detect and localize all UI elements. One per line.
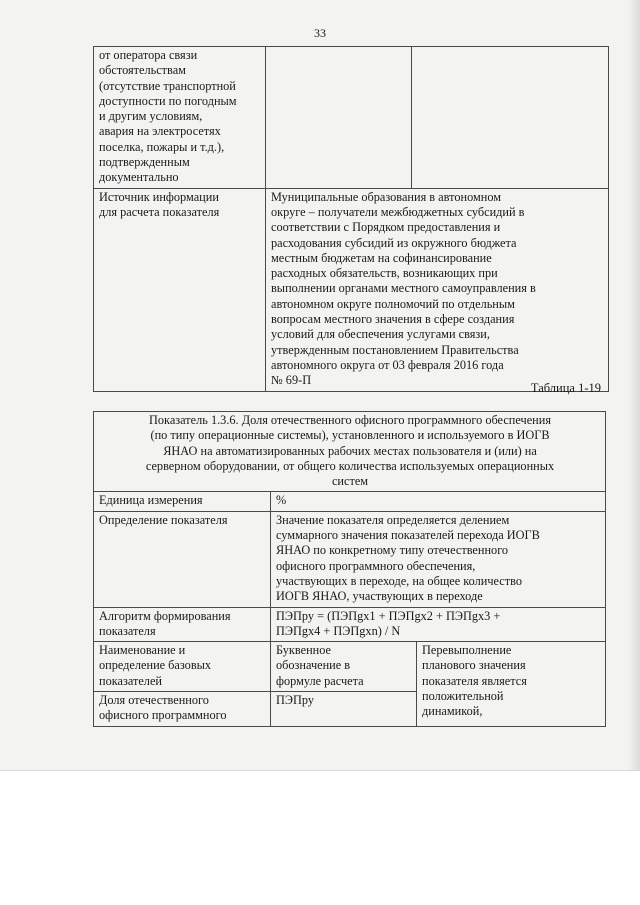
definition-value-cell [271,511,606,607]
indicator-header-cell [94,412,606,492]
text-line: офисного программного [99,708,227,723]
text-line: выполнении органами местного самоуправления в [271,281,536,296]
text-line: ПЭПру = (ПЭПgх1 + ПЭПgх2 + ПЭПgх3 + [276,608,501,623]
indicator-table [93,411,606,727]
share-symbol-cell: ПЭПру [271,692,417,727]
text-line: № 69-П [271,373,312,388]
text-line: суммарного значения показателей перехода ИОГВ [276,528,540,543]
text-line: (отсутствие транспортной [99,78,236,93]
text-line: Источник информации [99,189,219,204]
indicator-table-continued [93,46,609,392]
text-line: документально [99,170,179,185]
text-line: Алгоритм формирования [99,608,231,623]
definition-label-cell: Определение показателя [94,511,271,607]
circumstances-cell [94,47,266,189]
text-line: участвующих в переходе, на общее количество [276,573,522,588]
page-number: 33 [314,26,326,40]
text-line: показателей [99,673,162,688]
unit-value-cell: % [271,492,606,511]
table-row [94,607,606,642]
text-line: Буквенное [276,643,331,658]
algorithm-label-cell [94,607,271,642]
table-row [94,642,606,692]
text-line: утвержденным постановлением Правительства [271,342,519,357]
text-line: (по типу операционные системы), установленного и используемого в ИОГВ [150,428,550,443]
text-line: поселка, пожары и т.д.), [99,139,225,154]
text-line: серверном оборудовании, от общего количества используемых операционных [145,458,555,473]
source-label-cell [94,188,266,391]
text-line: Наименование и [99,643,186,658]
base-indicators-label-cell [94,642,271,692]
text-line: планового значения [422,658,526,673]
text-line: систем [331,474,369,489]
text-line: Значение показателя определяется делением [276,512,510,527]
text-line: местным бюджетам на софинансирование [271,250,492,265]
share-label-cell [94,692,271,727]
unit-label-cell: Единица измерения [94,492,271,511]
text-line: офисного программного обеспечения, [276,558,476,573]
text-line: округе – получатели межбюджетных субсидий в [271,204,525,219]
text-line: обстоятельствам [99,63,186,78]
algorithm-formula-cell [271,607,606,642]
text-line: автономного округа от 03 февраля 2016 года [271,357,504,372]
text-line: вопросам местного значения в сфере создания [271,312,515,327]
text-line: условий для обеспечения услугами связи, [271,327,490,342]
table-row [94,511,606,607]
table-row [94,492,606,511]
text-line: Муниципальные образования в автономном [271,189,502,204]
symbol-header-cell [271,642,417,692]
empty-cell [266,47,412,189]
text-line: для расчета показателя [99,204,220,219]
text-line: динамикой, [422,704,483,719]
text-line: положительной [422,689,504,704]
note-cell [417,642,606,726]
text-line: ИОГВ ЯНАО, участвующих в переходе [276,589,483,604]
text-line: показателя [99,623,156,638]
text-line: Показатель 1.3.6. Доля отечественного офисного программного обеспечения [149,413,551,427]
text-line: и другим условиям, [99,109,203,124]
empty-cell [412,47,609,189]
text-line: автономном округе полномочий по отдельным [271,296,515,311]
table-row [94,47,609,189]
text-line: Перевыполнение [422,643,512,658]
text-line: обозначение в [276,658,351,673]
text-line: соответствии с Порядком предоставления и [271,220,501,235]
table-caption: Таблица 1-19 [530,381,601,395]
text-line: авария на электросетях [99,124,221,139]
text-line: Доля отечественного [99,693,209,708]
source-value-cell [266,188,609,391]
text-line: подтвержденным [99,155,190,170]
text-line: ЯНАО по конкретному типу отечественного [276,543,509,558]
table-row [94,412,606,492]
text-line: ЯНАО на автоматизированных рабочих местах пользователя и (или) на [163,443,537,458]
text-line: формуле расчета [276,673,364,688]
text-line: определение базовых [99,658,212,673]
text-line: расходования субсидий из окружного бюджета [271,235,517,250]
text-line: ПЭПgх4 + ПЭПgхn) / N [276,623,401,638]
text-line: расходных обязательств, возникающих при [271,266,498,281]
text-line: от оператора связи [99,48,198,62]
text-line: доступности по погодным [99,93,237,108]
page-edge-shadow [628,0,640,770]
table-row [94,188,609,391]
text-line: показателя является [422,673,527,688]
